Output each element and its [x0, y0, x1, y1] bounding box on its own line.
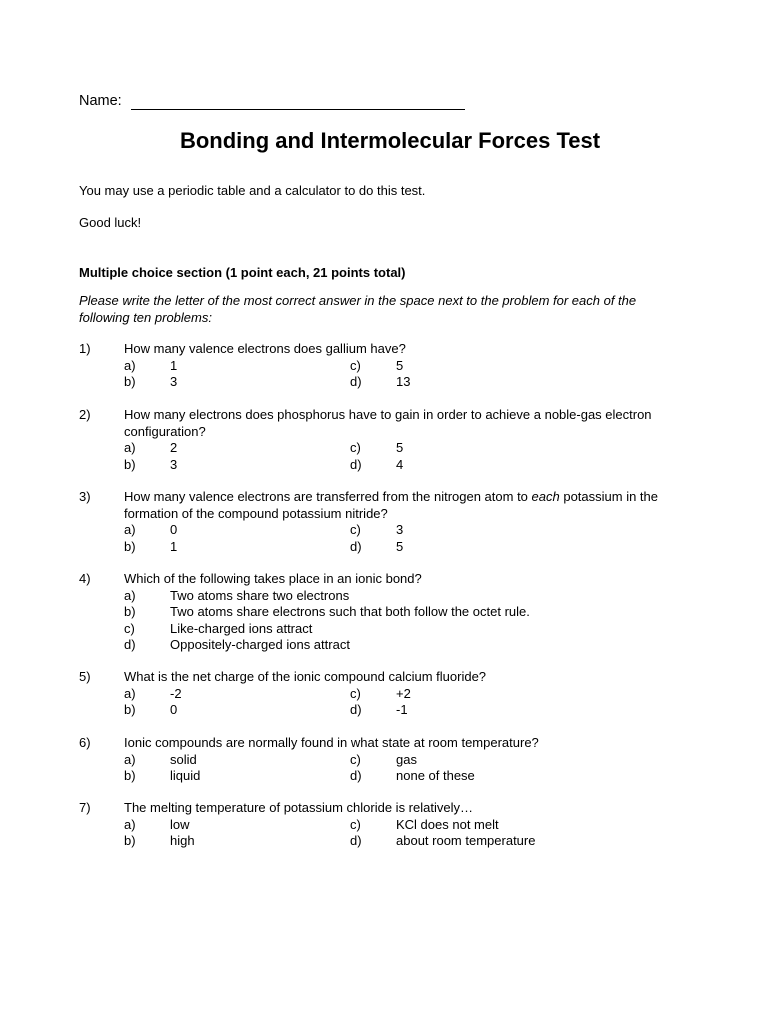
option-letter: b): [124, 768, 136, 783]
option-c: [350, 686, 576, 703]
option-letter: a): [124, 587, 136, 603]
option-c: [350, 817, 576, 834]
question-number: 3): [79, 489, 91, 504]
question-number: 1): [79, 341, 91, 356]
option-letter: c): [350, 685, 361, 701]
option-letter: b): [124, 833, 136, 848]
option-d: [350, 457, 576, 474]
option-c: [350, 440, 576, 457]
intro-line-1: You may use a periodic table and a calculator to do this test.: [79, 183, 426, 198]
option-letter: b): [124, 604, 136, 619]
option-text: 5: [396, 538, 404, 554]
option-a: [124, 588, 624, 605]
option-text: 2: [170, 440, 178, 455]
option-letter: d): [350, 833, 362, 848]
question-4: [79, 571, 699, 654]
option-letter: a): [124, 522, 136, 537]
option-c: [124, 621, 624, 638]
question-7: [79, 800, 699, 850]
option-d: [350, 768, 576, 785]
question-text: The melting temperature of potassium chloride is relatively…: [124, 800, 473, 815]
option-text: none of these: [396, 768, 475, 783]
question-number: 6): [79, 735, 91, 750]
question-text: [124, 489, 699, 522]
question-5: [79, 669, 699, 719]
question-2: [79, 407, 699, 473]
question-number: 2): [79, 407, 91, 422]
question-text-emphasis: each: [531, 489, 560, 504]
option-c: [350, 752, 576, 769]
option-letter: c): [350, 816, 361, 832]
option-letter: d): [124, 637, 136, 652]
option-text: +2: [396, 685, 411, 701]
question-text: What is the net charge of the ionic compound calcium fluoride?: [124, 669, 487, 684]
option-letter: d): [350, 374, 362, 389]
option-text: Two atoms share two electrons: [170, 587, 350, 603]
option-text: 3: [170, 374, 178, 389]
option-text: Like-charged ions attract: [170, 620, 313, 636]
question-number: 7): [79, 800, 91, 815]
option-a: [124, 817, 350, 834]
option-b: [124, 457, 350, 474]
option-text: liquid: [170, 768, 201, 783]
option-d: [350, 539, 576, 556]
section-heading: Multiple choice section (1 point each, 21 points total): [79, 265, 406, 280]
option-letter: d): [350, 456, 362, 472]
question-number: 4): [79, 571, 91, 586]
page-title: Bonding and Intermolecular Forces Test: [179, 128, 601, 153]
option-letter: a): [124, 440, 136, 455]
question-text-part: potassium in the formation of the compound potassium nitride?: [124, 489, 659, 521]
option-letter: a): [124, 816, 136, 832]
section-instructions: Please write the letter of the most correct answer in the space next to the problem for each of the following ten problems:: [79, 293, 637, 325]
option-text: 1: [170, 357, 178, 373]
option-text: Two atoms share electrons such that both follow the octet rule.: [170, 604, 530, 619]
option-letter: a): [124, 751, 136, 767]
option-letter: a): [124, 357, 136, 373]
option-letter: b): [124, 374, 136, 389]
answer-options: [124, 588, 699, 654]
option-letter: c): [350, 751, 361, 767]
option-letter: d): [350, 538, 362, 554]
name-label: Name:: [79, 93, 122, 109]
option-text: low: [170, 816, 190, 832]
question-text: How many electrons does phosphorus have to gain in order to achieve a noble-gas electron configuration?: [124, 407, 652, 439]
option-b: [124, 768, 350, 785]
option-text: 0: [170, 522, 178, 537]
option-text: solid: [170, 751, 197, 767]
option-text: -2: [170, 685, 182, 701]
option-a: [124, 686, 350, 703]
option-a: [124, 522, 350, 539]
option-a: [124, 440, 350, 457]
option-text: 13: [396, 374, 411, 389]
option-text: high: [170, 833, 195, 848]
question-6: [79, 735, 699, 785]
option-letter: b): [124, 702, 136, 717]
option-text: -1: [396, 702, 408, 717]
option-letter: c): [350, 522, 361, 537]
option-text: 4: [396, 456, 404, 472]
option-letter: d): [350, 702, 362, 717]
name-blank-line[interactable]: [131, 94, 465, 110]
option-d: [350, 374, 576, 391]
option-text: Oppositely-charged ions attract: [170, 637, 350, 652]
option-text: 5: [396, 357, 404, 373]
answer-options: [124, 752, 699, 785]
option-d: [350, 702, 576, 719]
option-text: 1: [170, 538, 178, 554]
option-text: gas: [396, 751, 417, 767]
answer-options: [124, 522, 699, 555]
option-b: [124, 833, 350, 850]
option-letter: c): [350, 440, 361, 455]
question-1: [79, 341, 699, 391]
option-letter: c): [350, 357, 361, 373]
option-text: about room temperature: [396, 833, 536, 848]
answer-options: [124, 817, 699, 850]
option-b: [124, 374, 350, 391]
answer-options: [124, 686, 699, 719]
option-letter: b): [124, 456, 136, 472]
question-text: Ionic compounds are normally found in what state at room temperature?: [124, 735, 539, 750]
option-letter: d): [350, 768, 362, 783]
option-text: 3: [396, 522, 404, 537]
option-b: [124, 604, 624, 621]
question-3: [79, 489, 699, 555]
question-number: 5): [79, 669, 91, 684]
option-c: [350, 522, 576, 539]
option-text: 5: [396, 440, 404, 455]
option-b: [124, 539, 350, 556]
option-letter: a): [124, 685, 136, 701]
option-a: [124, 358, 350, 375]
option-text: 3: [170, 456, 178, 472]
option-letter: b): [124, 538, 136, 554]
option-text: 0: [170, 702, 178, 717]
name-field: [79, 93, 465, 110]
intro-line-2: Good luck!: [79, 215, 142, 230]
option-c: [350, 358, 576, 375]
question-text: Which of the following takes place in an ionic bond?: [124, 571, 422, 586]
answer-options: [124, 358, 699, 391]
option-d: [124, 637, 624, 654]
question-text: How many valence electrons does gallium have?: [124, 341, 406, 356]
option-text: KCl does not melt: [396, 816, 499, 832]
option-b: [124, 702, 350, 719]
option-a: [124, 752, 350, 769]
answer-options: [124, 440, 699, 473]
option-letter: c): [124, 620, 135, 636]
question-text-part: How many valence electrons are transferred from the nitrogen atom to: [124, 489, 532, 504]
option-d: [350, 833, 576, 850]
